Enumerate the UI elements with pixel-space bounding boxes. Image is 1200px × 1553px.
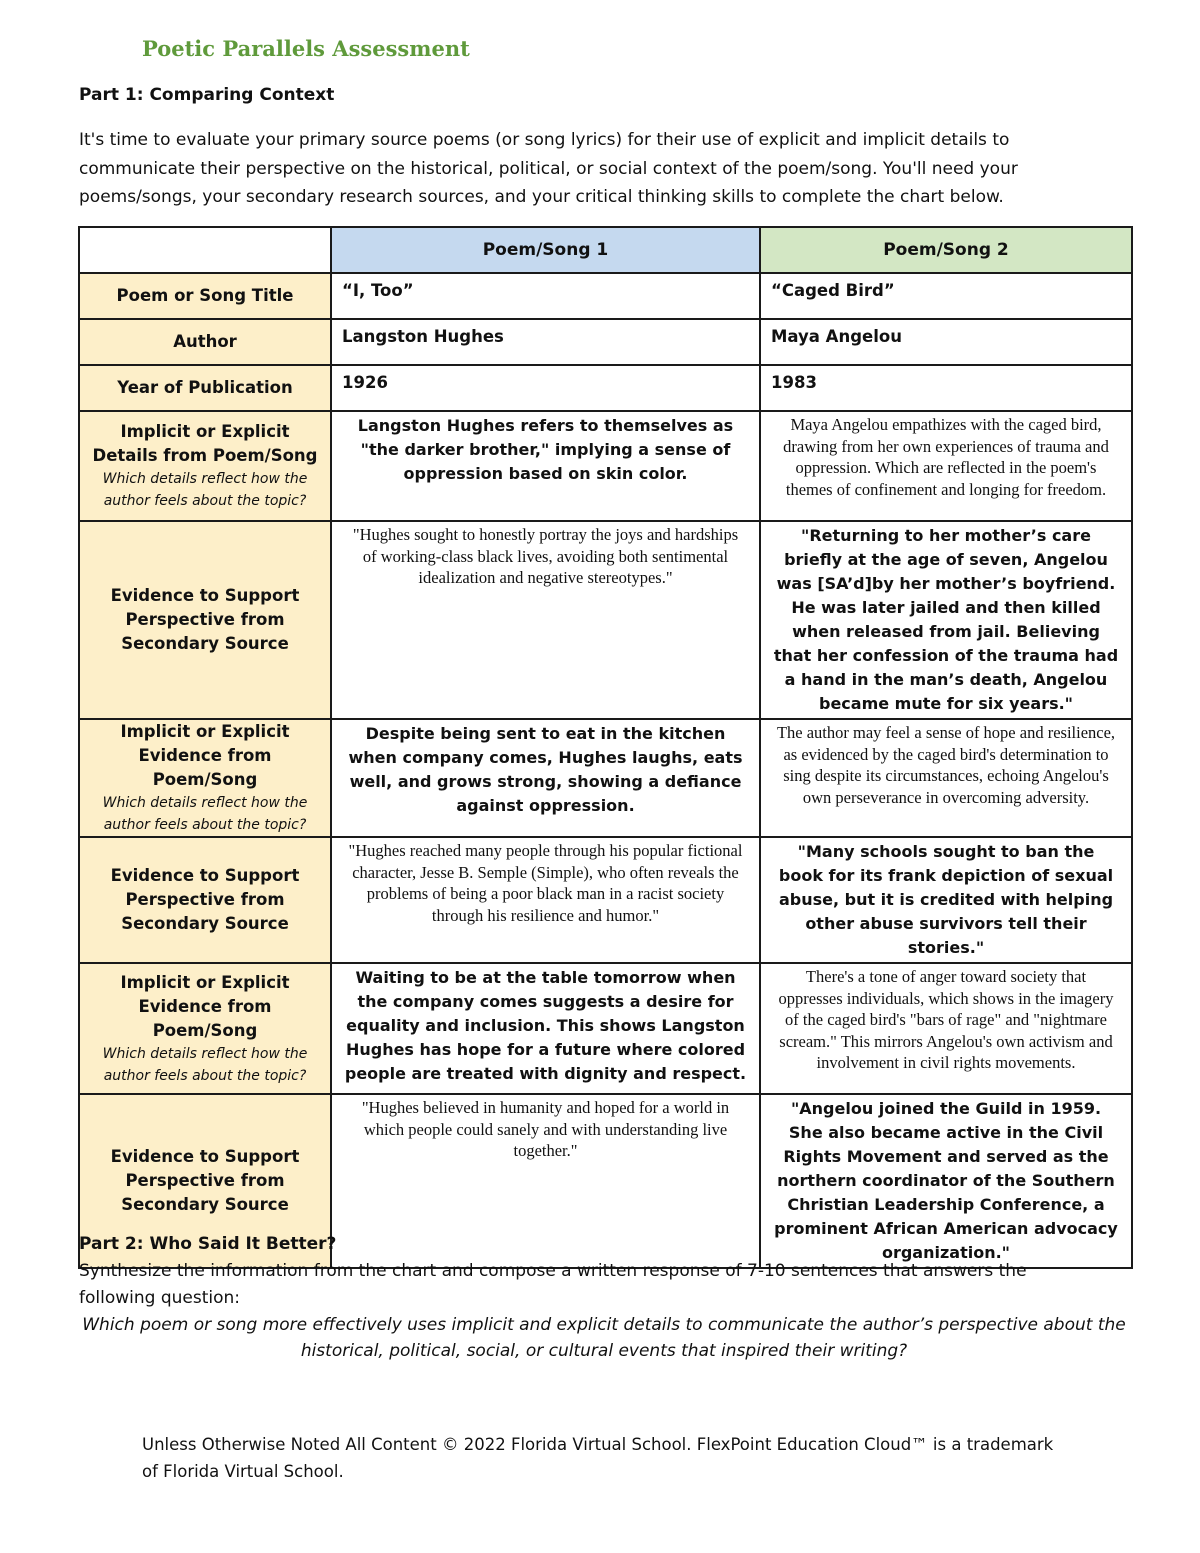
cell-poem1[interactable]: "Hughes reached many people through his popular fictional character, Jesse B. Semple (Simple), who often reveals the problems of being a poor black man in a racist society through his resilience and humor." — [331, 837, 760, 963]
part2-heading: Part 2: Who Said It Better? — [79, 1234, 337, 1254]
row-evidence-2 — [79, 837, 1132, 963]
page-title: Poetic Parallels Assessment — [142, 36, 470, 61]
cell-poem1[interactable]: "Hughes believed in humanity and hoped for a world in which people could sanely and with understanding live together." — [331, 1094, 760, 1268]
chart-header-row — [79, 227, 1132, 273]
col-header-poem1: Poem/Song 1 — [331, 227, 760, 273]
part2-instructions: Synthesize the information from the chart and compose a written response of 7-10 sentences that answers the following question: — [79, 1261, 1027, 1308]
row-label-question: Which details reflect how the author feels about the topic? — [102, 795, 308, 833]
cell-poem1[interactable]: Langston Hughes — [331, 319, 760, 365]
cell-poem2[interactable]: There's a tone of anger toward society that oppresses individuals, which shows in the imagery of the caged bird's "bars of rage" and "nightmare scream." This mirrors Angelou's own activism and involvement in civil rights movements. — [760, 963, 1132, 1094]
col-header-poem2: Poem/Song 2 — [760, 227, 1132, 273]
row-label: Year of Publication — [79, 365, 331, 411]
comparison-chart — [78, 226, 1133, 1269]
row-details-1 — [79, 411, 1132, 521]
copyright-footer: Unless Otherwise Noted All Content © 2022 Florida Virtual School. FlexPoint Education Cloud™ is a trademark of Florida Virtual School. — [142, 1435, 1054, 1481]
row-label-text: Implicit or Explicit Evidence from Poem/Song — [120, 972, 290, 1040]
row-label-question: Which details reflect how the author feels about the topic? — [102, 1045, 308, 1084]
row-details-3 — [79, 963, 1132, 1094]
part2-question: Which poem or song more effectively uses implicit and explicit details to communicate the author’s perspective about the historical, political, social, or cultural events that inspired their writing? — [82, 1315, 1126, 1361]
row-year — [79, 365, 1132, 411]
part1-intro: It's time to evaluate your primary source poems (or song lyrics) for their use of explicit and implicit details to communicate their perspective on the historical, political, or social context of the poem/song. You'll need your poems/songs, your secondary research sources, and your critical thinking skills to complete the chart below. — [79, 130, 1018, 207]
part1-heading: Part 1: Comparing Context — [79, 85, 335, 105]
cell-poem1[interactable]: Waiting to be at the table tomorrow when the company comes suggests a desire for equality and inclusion. This shows Langston Hughes has hope for a future where colored people are treated with dignity and respect. — [331, 963, 760, 1094]
row-label — [79, 719, 331, 837]
row-evidence-1 — [79, 521, 1132, 719]
row-label: Evidence to Support Perspective from Secondary Source — [79, 837, 331, 963]
row-details-2 — [79, 719, 1132, 837]
row-label: Author — [79, 319, 331, 365]
row-label-text: Implicit or Explicit Evidence from Poem/Song — [120, 722, 290, 789]
row-title — [79, 273, 1132, 319]
row-label: Poem or Song Title — [79, 273, 331, 319]
cell-poem1[interactable]: 1926 — [331, 365, 760, 411]
row-label: Evidence to Support Perspective from Secondary Source — [79, 521, 331, 719]
cell-poem1[interactable]: Despite being sent to eat in the kitchen when company comes, Hughes laughs, eats well, and grows strong, showing a defiance against oppression. — [331, 719, 760, 837]
cell-poem2[interactable]: "Many schools sought to ban the book for its frank depiction of sexual abuse, but it is credited with helping other abuse survivors tell their stories." — [760, 837, 1132, 963]
cell-poem1[interactable]: “I, Too” — [331, 273, 760, 319]
row-label-text: Implicit or Explicit Details from Poem/Song — [92, 422, 318, 465]
row-label-question: Which details reflect how the author feels about the topic? — [102, 471, 308, 509]
cell-poem2[interactable]: The author may feel a sense of hope and resilience, as evidenced by the caged bird's determination to sing despite its circumstances, echoing Angelou's own perseverance in overcoming adversity. — [760, 719, 1132, 837]
cell-poem2[interactable]: "Returning to her mother’s care briefly at the age of seven, Angelou was [SA’d]by her mother’s boyfriend. He was later jailed and then killed when released from jail. Believing that her confession of the trauma had a hand in the man’s death, Angelou became mute for six years." — [760, 521, 1132, 719]
cell-poem2[interactable]: “Caged Bird” — [760, 273, 1132, 319]
cell-poem2[interactable]: Maya Angelou — [760, 319, 1132, 365]
row-label: Evidence to Support Perspective from Secondary Source — [79, 1094, 331, 1268]
row-label — [79, 411, 331, 521]
row-label — [79, 963, 331, 1094]
cell-poem2[interactable]: "Angelou joined the Guild in 1959. She also became active in the Civil Rights Movement and served as the northern coordinator of the Southern Christian Leadership Conference, a prominent African American advocacy organization." — [760, 1094, 1132, 1268]
cell-poem1[interactable]: "Hughes sought to honestly portray the joys and hardships of working-class black lives, avoiding both sentimental idealization and negative stereotypes." — [331, 521, 760, 719]
cell-poem1[interactable]: Langston Hughes refers to themselves as "the darker brother," implying a sense of oppression based on skin color. — [331, 411, 760, 521]
row-author — [79, 319, 1132, 365]
chart-corner-cell — [79, 227, 331, 273]
cell-poem2[interactable]: Maya Angelou empathizes with the caged bird, drawing from her own experiences of trauma and oppression. Which are reflected in the poem's themes of confinement and longing for freedom. — [760, 411, 1132, 521]
cell-poem2[interactable]: 1983 — [760, 365, 1132, 411]
